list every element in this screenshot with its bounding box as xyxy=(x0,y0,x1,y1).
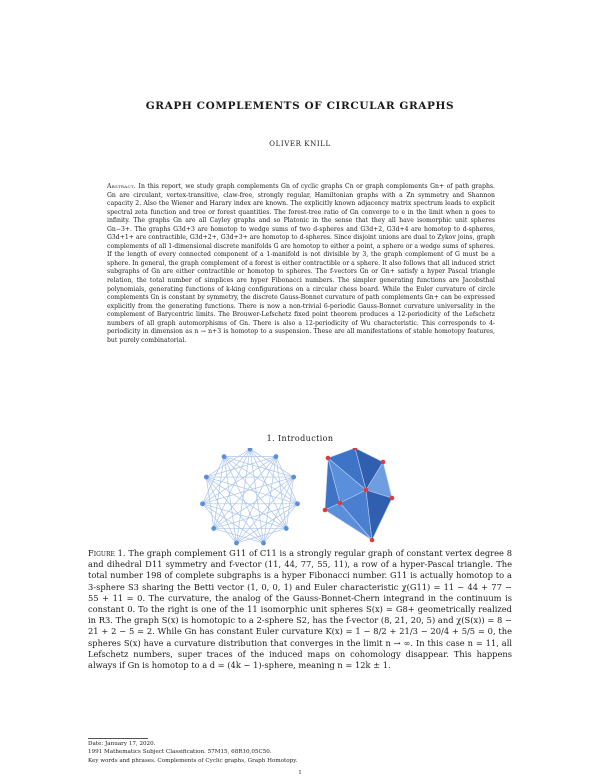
author-name: OLIVER KNILL xyxy=(269,140,331,148)
graph-edge xyxy=(214,457,276,529)
graph-edge xyxy=(202,477,293,504)
sphere-vertex xyxy=(323,508,328,513)
abstract-text: In this report, we study graph complements Gn of cyclic graphs Cn or graph complements Gn+ of path graphs. Gn are circulant, vertex-transitive, claw-free, strongly regular, Hamiltonian graphs with a Zn symmetry and Shannon capacity 2. Also the Wiener and Harary index are known. The explicitly known adjacency matrix spectrum leads to explicit spectral zeta function and tree or forest quantities. The forest-tree ratio of Gn converge to e in the limit when n goes to infinity. The graphs Gn are all Cayley graphs and so Platonic in the sense that they all have isomorphic unit spheres Gn−3+. The graphs G3d+3 are homotop to wedge sums of two d-spheres and G3d+2, G3d+4 are homotop to d-spheres, G3d+1+ are contractible, G3d+2+, G3d+3+ are homotop to d-spheres. Since disjoint unions are dual to Zykov joins, graph complements of all 1-dimensional discrete manifolds G are homotop to either a point, a sphere or a wedge sums of spheres. If the length of every connected component of a 1-manifold is not divisible by 3, the graph complement of G must be a sphere. In general, the graph complement of a forest is either contractible or a sphere. It also follows that all induced strict subgraphs of Gn are either contractible or homotop to spheres. The f-vectors Gn or Gn+ satisfy a hyper Pascal triangle relation, the total number of simplices are hyper Fibonacci numbers. The simpler generating functions are Jacobsthal polynomials, generating functions of k-king configurations on a circular chess board. While the Euler curvature of circle complements Gn is constant by symmetry, the discrete Gauss-Bonnet curvature of path complements Gn+ can be expressed explicitly from the generating functions. There is now a non-trivial 6-periodic Gauss-Bonnet curvature universality in the complement of Barycentric limits. The Brouwer-Lefschetz fixed point theorem produces a 12-periodicity of the Lefschetz numbers of all graph automorphisms of Gn. There is also a 12-periodicity of Wu characteristic. This corresponds to 4-periodicity in dimension as n → n+3 is homotop to a suspension. These are all manifestations of stable homotopy features, but purely combinatorial. xyxy=(107,183,495,344)
graph-vertex xyxy=(211,526,216,531)
figure-caption xyxy=(88,548,512,671)
section-heading: 1. Introduction xyxy=(266,434,334,443)
sphere-vertex xyxy=(326,456,331,461)
sphere-vertex xyxy=(364,488,369,493)
caption-label: Figure 1. xyxy=(88,548,126,558)
graph-vertex xyxy=(295,501,300,506)
graph-vertex xyxy=(284,526,289,531)
footnote-keywords: Key words and phrases. Complements of Cyclic graphs, Graph Homotopy. xyxy=(88,757,298,764)
complement-graph-g11 xyxy=(200,448,300,545)
graph-edge xyxy=(224,457,286,529)
page-number: 1 xyxy=(298,770,302,776)
graph-vertex xyxy=(222,454,227,459)
graph-vertex xyxy=(204,475,209,480)
graph-edge xyxy=(206,477,297,504)
sphere-vertex xyxy=(338,501,343,506)
graph-vertex xyxy=(261,541,266,546)
caption-text: The graph complement G11 of C11 is a strongly regular graph of constant vertex degree 8 and dihedral D11 symmetry and f-vector (11, 44, 77, 55, 11), a row of a hyper-Pascal triangle. The total number 198 of complete subgraphs is a hyper Fibonacci number. G11 is actually homotop to a 3-sphere S3 sharing the Betti vector (1, 0, 0, 1) and Euler characteristic χ(G11) = 11 − 44 + 77 − 55 + 11 = 0. The curvature, the analog of the Gauss-Bonnet-Chern integrand in the continuum is constant 0. To the right is one of the 11 isomorphic unit spheres S(x) = G8+ geometrically realized in R3. The graph S(x) is homotopic to a 2-sphere S2, has the f-vector (8, 21, 20, 5) and χ(S(x)) = 8 − 21 + 2 − 5 = 2. While Gn has constant Euler curvature K(x) = 1 − 8/2 + 21/3 − 20/4 + 5/5 = 0, the spheres S(x) have a curvature distribution that converges in the limit n → ∞. In this case n = 11, all Lefschetz numbers, super traces of the induced maps on cohomology disappear. This happens always if Gn is homotop to a d = (4k − 1)-sphere, meaning n = 12k ± 1. xyxy=(88,548,512,671)
abstract-label: Abstract. xyxy=(107,183,137,190)
sphere-vertex xyxy=(381,460,386,465)
sphere-vertex xyxy=(370,538,375,543)
figure-svg xyxy=(0,448,600,548)
abstract xyxy=(107,183,495,345)
figure-1 xyxy=(0,448,600,548)
paper-title: GRAPH COMPLEMENTS OF CIRCULAR GRAPHS xyxy=(145,100,455,112)
graph-vertex xyxy=(274,454,279,459)
sphere-vertex xyxy=(390,496,395,501)
graph-vertex xyxy=(234,541,239,546)
footnotes xyxy=(88,740,512,765)
unit-sphere-polyhedron xyxy=(323,448,395,542)
footnote-classification: 1991 Mathematics Subject Classification. 57M15, 68R10,05C50. xyxy=(88,749,272,756)
graph-vertex xyxy=(200,501,205,506)
footnote-date: Date: January 17, 2020. xyxy=(88,741,156,747)
graph-vertex xyxy=(291,475,296,480)
footnote-divider xyxy=(88,738,148,739)
